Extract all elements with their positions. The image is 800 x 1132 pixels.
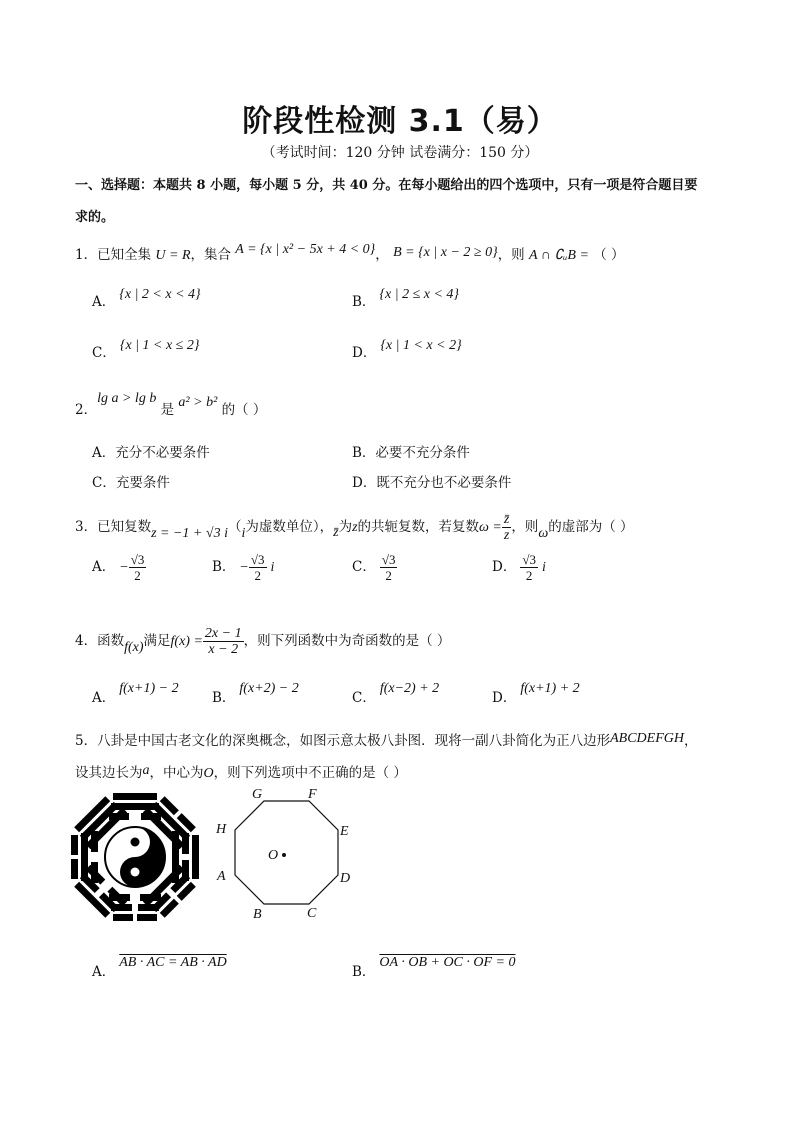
label-o: O	[268, 848, 279, 863]
fraction-fx: $\frac{2x - 1}{x - 2}$	[204, 626, 242, 657]
option-3a: A． − $\frac{√3}{2}$	[92, 552, 145, 583]
question-number: 2．	[75, 402, 98, 418]
math-set-a: A = {x | x² − 5x + 4 < 0}	[235, 242, 376, 257]
option-1c: C． {x | 1 < x ≤ 2}	[92, 338, 200, 361]
option-2a: A．充分不必要条件	[92, 445, 210, 461]
question-1: 1．已知全集 U = R，集合 A = {x | x² − 5x + 4 < 0}， B = {x | x − 2 ≥ 0}，则 A ∩ ∁ᵤB = （ ）	[75, 242, 625, 263]
section-heading-line2: 求的。	[75, 210, 115, 225]
math-expression: A ∩ ∁ᵤB =	[528, 248, 589, 263]
page-title: 阶段性检测 3.1（易）	[242, 104, 558, 139]
math-z: z = −1 + √3 i	[151, 526, 228, 541]
math-fx-def: f(x) =	[170, 634, 203, 649]
center-point	[282, 853, 286, 857]
math-fx: f(x)	[124, 640, 144, 655]
option-2d: D．既不充分也不必要条件	[352, 475, 512, 491]
option-3d: D． $\frac{√3}{2}$ i	[492, 552, 546, 583]
question-5-line1: 5．八卦是中国古老文化的深奥概念，如图示意太极八卦图．现将一副八卦简化为正八边形ABCDEFGH，	[75, 731, 698, 749]
math-condition: lg a > lg b	[97, 391, 157, 406]
question-number: 3．	[75, 519, 98, 535]
question-2: 2．lg a > lg b 是 a² > b² 的（ ）	[75, 391, 267, 418]
option-4c: C．f(x−2) + 2	[352, 681, 440, 706]
option-3c: C． $\frac{√3}{2}$	[352, 552, 396, 583]
option-1a: A． {x | 2 < x < 4}	[92, 287, 201, 310]
option-4a: A．f(x+1) − 2	[92, 681, 179, 706]
math-omega: ω =	[479, 520, 502, 535]
fraction-zbar-over-z: $\frac{z̄}{z}$	[503, 512, 510, 543]
octagon-shape	[235, 801, 338, 904]
option-1d: D． {x | 1 < x < 2}	[352, 338, 462, 361]
question-number: 4．	[75, 633, 98, 649]
option-1b: B． {x | 2 ≤ x < 4}	[352, 287, 460, 310]
option-4d: D．f(x+1) + 2	[492, 681, 580, 706]
option-5a: A．AB · AC = AB · AD	[92, 955, 227, 980]
label-h: H	[216, 822, 227, 837]
question-5-line2: 设其边长为a，中心为O，则下列选项中不正确的是（ ）	[75, 763, 407, 781]
question-number: 1．	[75, 247, 98, 263]
label-f: F	[308, 787, 317, 802]
label-b: B	[253, 907, 262, 922]
option-3b: B． − $\frac{√3}{2}$ i	[212, 552, 275, 583]
question-number: 5．	[75, 733, 98, 749]
question-4: 4．函数f(x)满足f(x) = $\frac{2x - 1}{x - 2}$ ，则下列函数中为奇函数的是（ ）	[75, 626, 451, 657]
math-set-b: B = {x | x − 2 ≥ 0}	[393, 245, 498, 260]
option-4b: B．f(x+2) − 2	[212, 681, 299, 706]
exam-info: （考试时间：120 分钟 试卷满分：150 分）	[261, 145, 539, 161]
bagua-figure	[68, 790, 202, 924]
label-a: A	[217, 869, 226, 884]
taiji-symbol	[105, 827, 165, 887]
section-heading-line1: 一、选择题：本题共 8 小题，每小题 5 分，共 40 分。在每小题给出的四个选项中，只有一项是符合题目要	[75, 178, 698, 193]
math-universe: U = R	[155, 248, 191, 263]
question-3: 3．已知复数z = −1 + √3 i（i为虚数单位），z̄为z的共轭复数，若复数ω = $\frac{z̄}{z}$ ，则ω的虚部为（ ）	[75, 512, 634, 543]
option-2c: C．充要条件	[92, 475, 170, 491]
option-2b: B．必要不充分条件	[352, 445, 470, 461]
octagon-figure	[210, 780, 360, 925]
label-g: G	[252, 787, 263, 802]
option-5b: B．OA · OB + OC · OF = 0	[352, 955, 516, 980]
label-c: C	[307, 906, 317, 921]
label-d: D	[340, 871, 351, 886]
label-e: E	[340, 824, 349, 839]
math-conclusion: a² > b²	[178, 395, 218, 410]
